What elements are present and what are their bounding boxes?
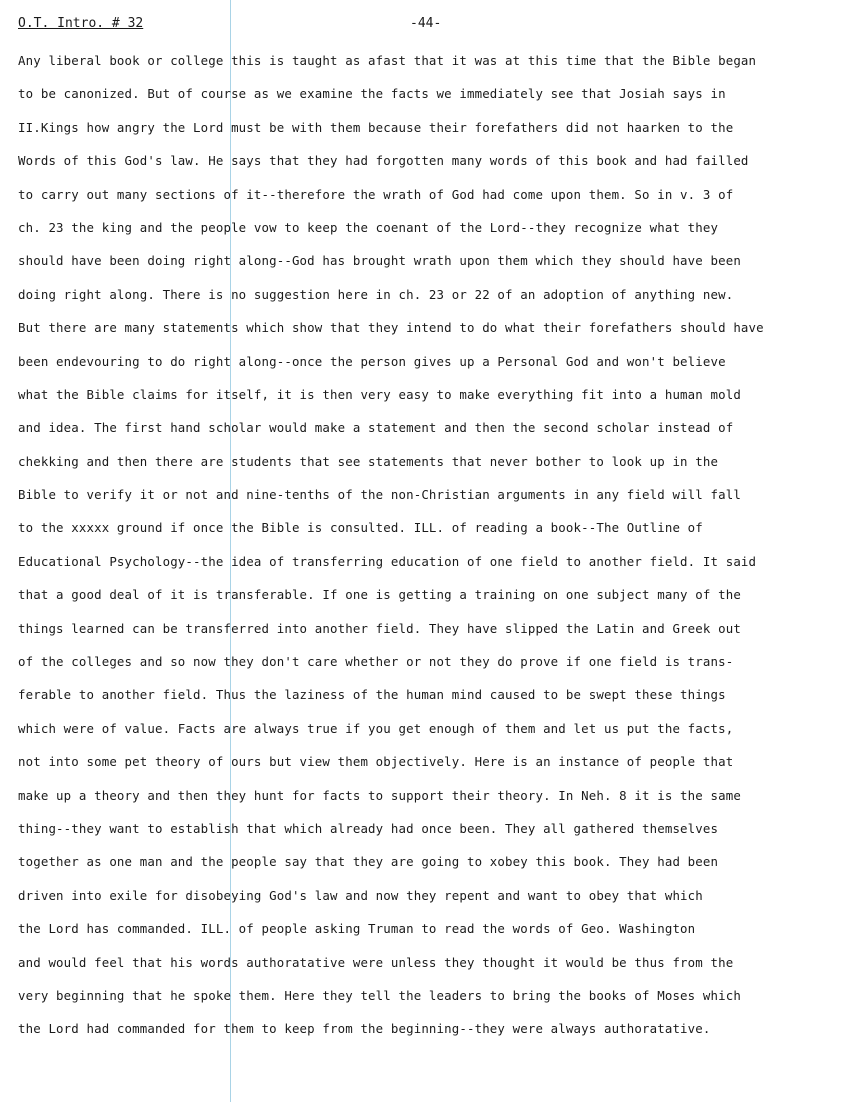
text-line: what the Bible claims for itself, it is then very easy to make everything fit into a human mold bbox=[18, 386, 741, 402]
text-line: been endevouring to do right along--once the person gives up a Personal God and won't believe bbox=[18, 353, 726, 369]
text-line: should have been doing right along--God has brought wrath upon them which they should have been bbox=[18, 253, 741, 269]
text-line: to the xxxxx ground if once the Bible is consulted. ILL. of reading a book--The Outline of bbox=[18, 520, 703, 536]
text-line: together as one man and the people say that they are going to xobey this book. They had been bbox=[18, 854, 719, 870]
text-line: to carry out many sections of it--therefore the wrath of God had come upon them. So in v. 3 of bbox=[18, 186, 734, 202]
text-line: and would feel that his words authoratative were unless they thought it would be thus from the bbox=[18, 954, 734, 970]
text-line: Words of this God's law. He says that they had forgotten many words of this book and had failled bbox=[18, 153, 749, 169]
text-line: Any liberal book or college this is taught as afast that it was at this time that the Bible began bbox=[18, 53, 757, 68]
body-text bbox=[18, 51, 844, 1053]
document-label: O.T. Intro. # 32 bbox=[18, 16, 144, 31]
text-line: Bible to verify it or not and nine-tenths of the non-Christian arguments in any field will fall bbox=[18, 487, 741, 503]
text-line: not into some pet theory of ours but view them objectively. Here is an instance of people that bbox=[18, 754, 734, 770]
text-line: ferable to another field. Thus the laziness of the human mind caused to be swept these things bbox=[18, 687, 726, 703]
text-line: thing--they want to establish that which already had once been. They all gathered themselves bbox=[18, 820, 719, 836]
text-line: chekking and then there are students that see statements that never bother to look up in the bbox=[18, 453, 719, 469]
text-line: doing right along. There is no suggestion here in ch. 23 or 22 of an adoption of anything new. bbox=[18, 286, 734, 302]
text-line: Educational Psychology--the idea of transferring education of one field to another field. It said bbox=[18, 553, 757, 569]
text-line: driven into exile for disobeying God's law and now they repent and want to obey that which bbox=[18, 887, 703, 903]
text-line: which were of value. Facts are always true if you get enough of them and let us put the facts, bbox=[18, 720, 734, 736]
text-line: the Lord has commanded. ILL. of people asking Truman to read the words of Geo. Washington bbox=[18, 921, 696, 937]
page-header bbox=[18, 16, 838, 36]
text-line: and idea. The first hand scholar would make a statement and then the second scholar instead of bbox=[18, 420, 734, 436]
text-line: make up a theory and then they hunt for facts to support their theory. In Neh. 8 it is the same bbox=[18, 787, 741, 803]
text-line: things learned can be transferred into another field. They have slipped the Latin and Greek out bbox=[18, 620, 741, 636]
text-line: II.Kings how angry the Lord must be with them because their forefathers did not haarken to the bbox=[18, 119, 734, 135]
text-line: ch. 23 the king and the people vow to keep the coenant of the Lord--they recognize what they bbox=[18, 219, 719, 235]
text-line: to be canonized. But of course as we examine the facts we immediately see that Josiah says in bbox=[18, 86, 726, 102]
text-line: But there are many statements which show that they intend to do what their forefathers should have bbox=[18, 320, 764, 336]
text-line: very beginning that he spoke them. Here they tell the leaders to bring the books of Moses which bbox=[18, 987, 741, 1003]
text-line: of the colleges and so now they don't care whether or not they do prove if one field is trans- bbox=[18, 654, 734, 670]
text-line: the Lord had commanded for them to keep from the beginning--they were always authoratative. bbox=[18, 1021, 711, 1037]
text-line: that a good deal of it is transferable. If one is getting a training on one subject many of the bbox=[18, 587, 741, 603]
page-number: -44- bbox=[410, 16, 442, 31]
